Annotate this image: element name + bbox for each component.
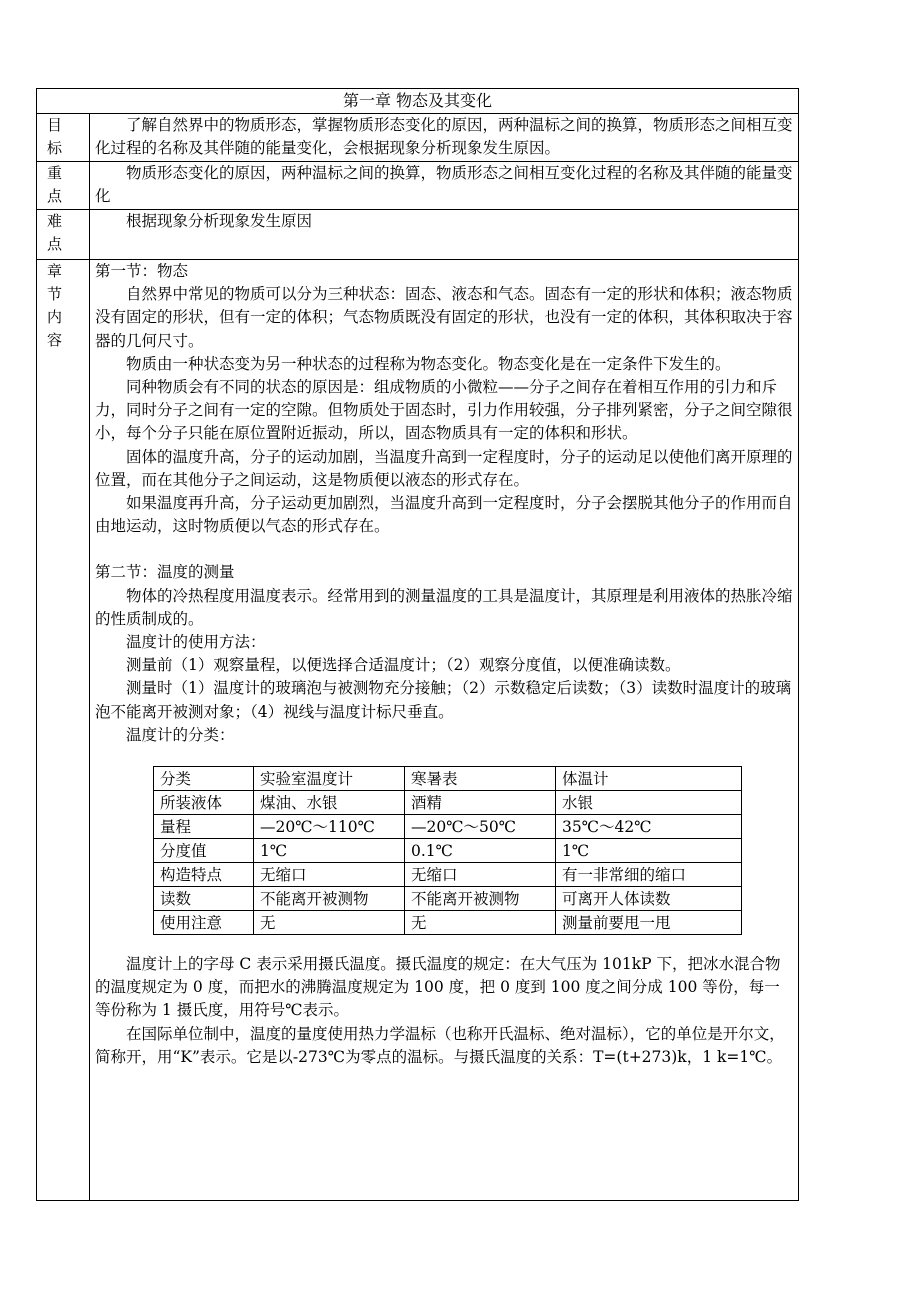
key-text: 物质形态变化的原因，两种温标之间的换算，物质形态之间相互变化过程的名称及其伴随的能量变化: [95, 164, 793, 206]
paragraph: 测量时（1）温度计的玻璃泡与被测物充分接触；（2）示数稳定后读数；（3）读数时温度计的玻璃泡不能离开被测对象；（4）视线与温度计标尺垂直。: [95, 679, 792, 721]
table-row: 分类 实验室温度计 寒暑表 体温计: [154, 767, 742, 791]
class-title: 温度计的分类：: [126, 725, 235, 744]
content-label: 章 节 内 容: [37, 260, 90, 1200]
paragraph: 物质由一种状态变为另一种状态的过程称为物态变化。物态变化是在一定条件下发生的。: [126, 354, 731, 373]
key-label: 重 点: [37, 162, 90, 209]
section2-heading: 第二节：温度的测量: [95, 563, 235, 582]
paragraph: 固体的温度升高，分子的运动加剧，当温度升高到一定程度时，分子的运动足以使他们离开原理的位置，而在其他分子之间运动，这是物质便以液态的形式存在。: [95, 447, 793, 489]
table-row: 所装液体 煤油、水银 酒精 水银: [154, 791, 742, 815]
difficulty-text: 根据现象分析现象发生原因: [126, 212, 313, 230]
paragraph: 自然界中常见的物质可以分为三种状态：固态、液态和气态。固态有一定的形状和体积；液态物质没有固定的形状，但有一定的体积；气态物质既没有固定的形状，也没有一定的体积，其体积取决于容器的几何尺寸。: [95, 285, 793, 350]
thermometer-table: [153, 766, 742, 935]
usage-title: 温度计的使用方法：: [126, 633, 266, 652]
table-row: 读数 不能离开被测物 不能离开被测物 可离开人体读数: [154, 887, 742, 911]
difficulty-row: [37, 210, 798, 260]
content-body: [91, 260, 798, 1200]
goal-label: 目 标: [37, 114, 90, 161]
table-row: 分度值 1℃ 0.1℃ 1℃: [154, 839, 742, 863]
paragraph: 温度计上的字母 C 表示采用摄氏温度。摄氏温度的规定：在大气压为 101kP 下，把冰水混合物的温度规定为 0 度，而把水的沸腾温度规定为 100 度，把 0 度到 100 度之间分成 100 等份，每一等份称为 1 摄氏度，用符号℃表示。: [95, 955, 781, 1020]
section1-heading: 第一节：物态: [95, 262, 189, 280]
goal-row: [37, 114, 798, 162]
title-row: [37, 89, 798, 114]
difficulty-label: 难 点: [37, 210, 90, 259]
paragraph: 在国际单位制中，温度的量度使用热力学温标（也称开氏温标、绝对温标），它的单位是开尔文，简称开，用“K”表示。它是以-273℃为零点的温标。与摄氏温度的关系：T=(t+273)k，1 k=1℃。: [95, 1024, 785, 1066]
paragraph: 如果温度再升高，分子运动更加剧烈，当温度升高到一定程度时，分子会摆脱其他分子的作用而自由地运动，这时物质便以气态的形式存在。: [95, 494, 793, 536]
table-row: 使用注意 无 无 测量前要甩一甩: [154, 911, 742, 935]
goal-text: 了解自然界中的物质形态，掌握物质形态变化的原因，两种温标之间的换算，物质形态之间相互变化过程的名称及其伴随的能量变化，会根据现象分析现象发生原因。: [95, 116, 793, 158]
paragraph: 同种物质会有不同的状态的原因是：组成物质的小微粒——分子之间存在着相互作用的引力和斥力，同时分子之间有一定的空隙。但物质处于固态时，引力作用较强，分子排列紧密，分子之间空隙很小，每个分子只能在原位置附近振动，所以，固态物质具有一定的体积和形状。: [95, 378, 793, 443]
paragraph: 测量前（1）观察量程，以便选择合适温度计；（2）观察分度值，以便准确读数。: [126, 656, 681, 675]
chapter-title: 第一章 物态及其变化: [342, 91, 493, 110]
table-row: 量程 —20℃～110℃ —20℃～50℃ 35℃～42℃: [154, 815, 742, 839]
key-row: [37, 162, 798, 210]
table-row: 构造特点 无缩口 无缩口 有一非常细的缩口: [154, 863, 742, 887]
paragraph: 物体的冷热程度用温度表示。经常用到的测量温度的工具是温度计，其原理是利用液体的热胀冷缩的性质制成的。: [95, 586, 793, 628]
content-row: [37, 260, 798, 1200]
lesson-plan-table: [36, 88, 799, 1201]
